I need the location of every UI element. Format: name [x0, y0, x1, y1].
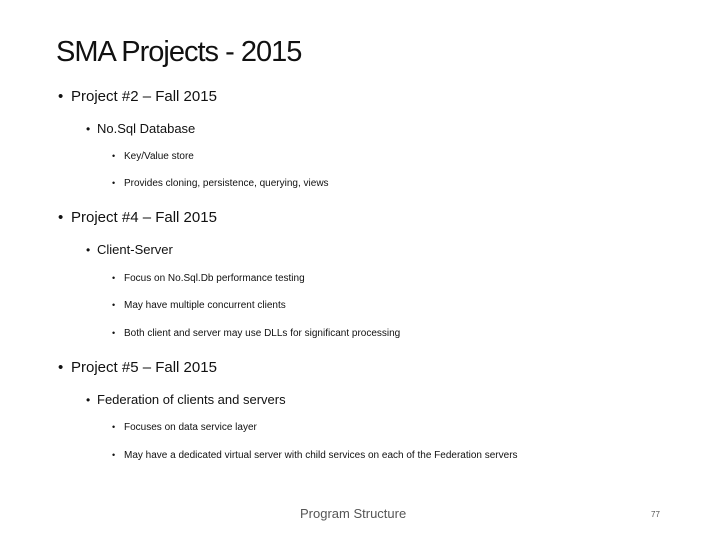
bullet-point [112, 273, 305, 284]
sub-heading: Federation of clients and servers [97, 392, 286, 407]
project-heading: Project #5 – Fall 2015 [71, 359, 217, 376]
bullet-dot: • [112, 151, 116, 161]
bullet-dot: • [112, 450, 116, 460]
bullet-dot: • [58, 359, 64, 376]
bullet-dot: • [112, 178, 116, 188]
bullet-nosql-database [86, 121, 195, 136]
bullet-point [112, 328, 400, 339]
bullet-dot: • [58, 88, 64, 105]
bullet-dot: • [86, 243, 91, 257]
point-text: Focus on No.Sql.Db performance testing [124, 273, 305, 284]
bullet-point [112, 450, 518, 461]
bullet-project-4 [58, 209, 217, 226]
bullet-dot: • [86, 122, 91, 136]
point-text: Provides cloning, persistence, querying, views [124, 178, 329, 189]
bullet-dot: • [58, 209, 64, 226]
point-text: May have multiple concurrent clients [124, 300, 286, 311]
bullet-dot: • [86, 393, 91, 407]
bullet-point [112, 178, 329, 189]
bullet-project-2 [58, 88, 217, 105]
bullet-dot: • [112, 300, 116, 310]
sub-heading: Client-Server [97, 242, 173, 257]
page-number: 77 [651, 510, 660, 519]
bullet-point [112, 151, 194, 162]
bullet-project-5 [58, 359, 217, 376]
bullet-point [112, 422, 257, 433]
sub-heading: No.Sql Database [97, 121, 196, 136]
slide-title: SMA Projects - 2015 [56, 36, 302, 68]
bullet-client-server [86, 242, 173, 257]
bullet-dot: • [112, 422, 116, 432]
point-text: Focuses on data service layer [124, 422, 257, 433]
project-heading: Project #4 – Fall 2015 [71, 209, 217, 226]
point-text: May have a dedicated virtual server with child services on each of the Federation servers [124, 450, 518, 461]
point-text: Both client and server may use DLLs for significant processing [124, 328, 401, 339]
project-heading: Project #2 – Fall 2015 [71, 88, 217, 105]
bullet-dot: • [112, 328, 116, 338]
bullet-dot: • [112, 273, 116, 283]
slide-footer: Program Structure [300, 506, 407, 521]
bullet-point [112, 300, 286, 311]
point-text: Key/Value store [124, 151, 194, 162]
bullet-federation [86, 392, 286, 407]
